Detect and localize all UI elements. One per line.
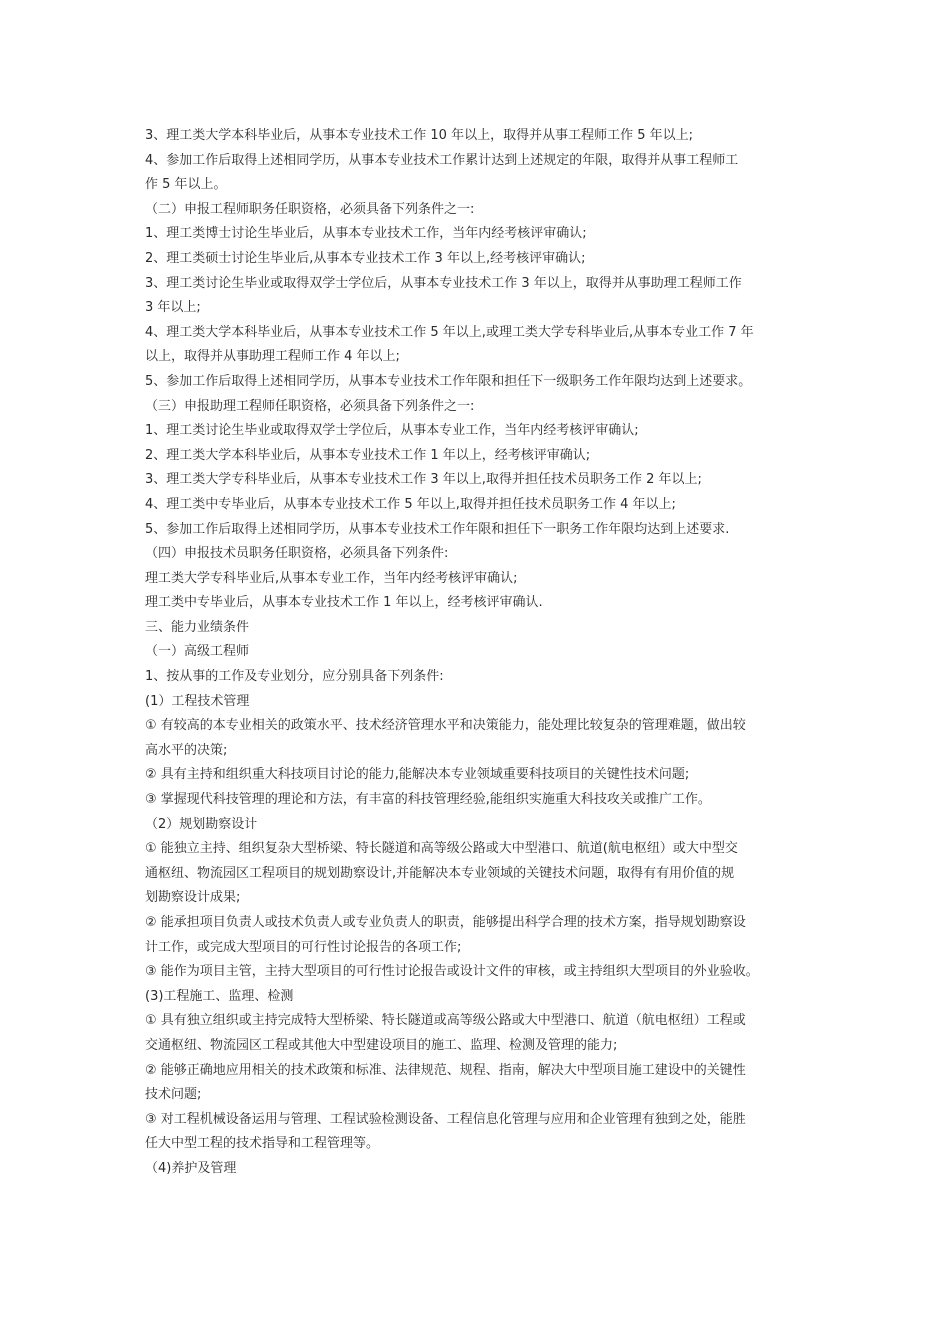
text-line: 三、能力业绩条件 xyxy=(145,619,250,635)
text-line: 1、按从事的工作及专业划分，应分别具备下列条件: xyxy=(145,669,444,685)
text-line: 技术问题; xyxy=(145,1087,202,1103)
text-line: 4、理工类中专毕业后，从事本专业技术工作 5 年以上,取得并担任技术员职务工作 4 年以上; xyxy=(145,496,676,512)
text-line: 理工类大学专科毕业后,从事本专业工作，当年内经考核评审确认; xyxy=(145,570,518,586)
text-line: 以上，取得并从事助理工程师工作 4 年以上; xyxy=(145,349,400,365)
text-line: 5、参加工作后取得上述相同学历，从事本专业技术工作年限和担任下一职务工作年限均达到上述要求. xyxy=(145,521,730,537)
text-line: ③ 对工程机械设备运用与管理、工程试验检测设备、工程信息化管理与应用和企业管理有独到之处，能胜 xyxy=(145,1111,746,1127)
text-line: （三）申报助理工程师任职资格，必须具备下列条件之一: xyxy=(145,398,475,414)
text-line: ② 具有主持和组织重大科技项目讨论的能力,能解决本专业领域重要科技项目的关键性技术问题; xyxy=(145,767,690,783)
text-line: ③ 能作为项目主管，主持大型项目的可行性讨论报告或设计文件的审核，或主持组织大型项目的外业验收。 xyxy=(145,964,759,980)
text-line: 3、理工类大学专科毕业后，从事本专业技术工作 3 年以上,取得并担任技术员职务工作 2 年以上; xyxy=(145,472,702,488)
text-line: ② 能够正确地应用相关的技术政策和标准、法律规范、规程、指南，解决大中型项目施工建设中的关键性 xyxy=(145,1062,746,1078)
text-line: （4)养护及管理 xyxy=(145,1160,237,1176)
text-line: 5、参加工作后取得上述相同学历，从事本专业技术工作年限和担任下一级职务工作年限均达到上述要求。 xyxy=(145,373,752,389)
document-body xyxy=(145,124,825,1182)
text-line: ① 能独立主持、组织复杂大型桥梁、特长隧道和高等级公路或大中型港口、航道(航电枢纽）或大中型交 xyxy=(145,841,738,857)
text-line: 任大中型工程的技术指导和工程管理等。 xyxy=(145,1136,380,1152)
text-line: 理工类中专毕业后，从事本专业技术工作 1 年以上，经考核评审确认. xyxy=(145,595,543,611)
text-line: 1、理工类讨论生毕业或取得双学士学位后，从事本专业工作，当年内经考核评审确认; xyxy=(145,423,639,439)
text-line: 3 年以上; xyxy=(145,300,201,316)
text-line: (3)工程施工、监理、检测 xyxy=(145,988,294,1004)
text-line: 作 5 年以上。 xyxy=(145,177,227,193)
text-line: ② 能承担项目负责人或技术负责人或专业负责人的职责，能够提出科学合理的技术方案，指导规划勘察设 xyxy=(145,915,746,930)
text-line: ① 具有独立组织或主持完成特大型桥梁、特长隧道或高等级公路或大中型港口、航道（航电枢纽）工程或 xyxy=(145,1013,746,1029)
text-line: 划勘察设计成果; xyxy=(145,890,241,906)
text-line: 4、参加工作后取得上述相同学历，从事本专业技术工作累计达到上述规定的年限，取得并从事工程师工 xyxy=(145,152,739,168)
text-line: 计工作，或完成大型项目的可行性讨论报告的各项工作; xyxy=(145,939,462,955)
text-line: （一）高级工程师 xyxy=(145,644,250,660)
text-line: 高水平的决策; xyxy=(145,742,228,758)
text-line: 3、理工类大学本科毕业后，从事本专业技术工作 10 年以上，取得并从事工程师工作 5 年以上; xyxy=(145,128,693,143)
text-line: 2、理工类硕士讨论生毕业后,从事本专业技术工作 3 年以上,经考核评审确认; xyxy=(145,250,586,266)
text-line: （四）申报技术员职务任职资格，必须具备下列条件: xyxy=(145,546,449,562)
text-line: （二）申报工程师职务任职资格，必须具备下列条件之一: xyxy=(145,201,475,217)
text-line: (1）工程技术管理 xyxy=(145,693,250,709)
text-line: 交通枢纽、物流园区工程或其他大中型建设项目的施工、监理、检测及管理的能力; xyxy=(145,1037,618,1053)
text-line: 通枢纽、物流园区工程项目的规划勘察设计,并能解决本专业领域的关键技术问题，取得有有用价值的规 xyxy=(145,865,735,881)
text-line: 2、理工类大学本科毕业后，从事本专业技术工作 1 年以上，经考核评审确认; xyxy=(145,447,591,463)
text-line: ③ 掌握现代科技管理的理论和方法，有丰富的科技管理经验,能组织实施重大科技攻关或推广工作。 xyxy=(145,792,711,808)
text-line: （2）规划勘察设计 xyxy=(145,816,258,832)
text-line: 3、理工类讨论生毕业或取得双学士学位后，从事本专业技术工作 3 年以上，取得并从事助理工程师工作 xyxy=(145,275,742,291)
text-line: 4、理工类大学本科毕业后，从事本专业技术工作 5 年以上,或理工类大学专科毕业后,从事本专业工作 7 年 xyxy=(145,324,754,340)
text-line: 1、理工类博士讨论生毕业后，从事本专业技术工作，当年内经考核评审确认; xyxy=(145,226,587,242)
text-line: ① 有较高的本专业相关的政策水平、技术经济管理水平和决策能力，能处理比较复杂的管理难题，做出较 xyxy=(145,718,746,734)
